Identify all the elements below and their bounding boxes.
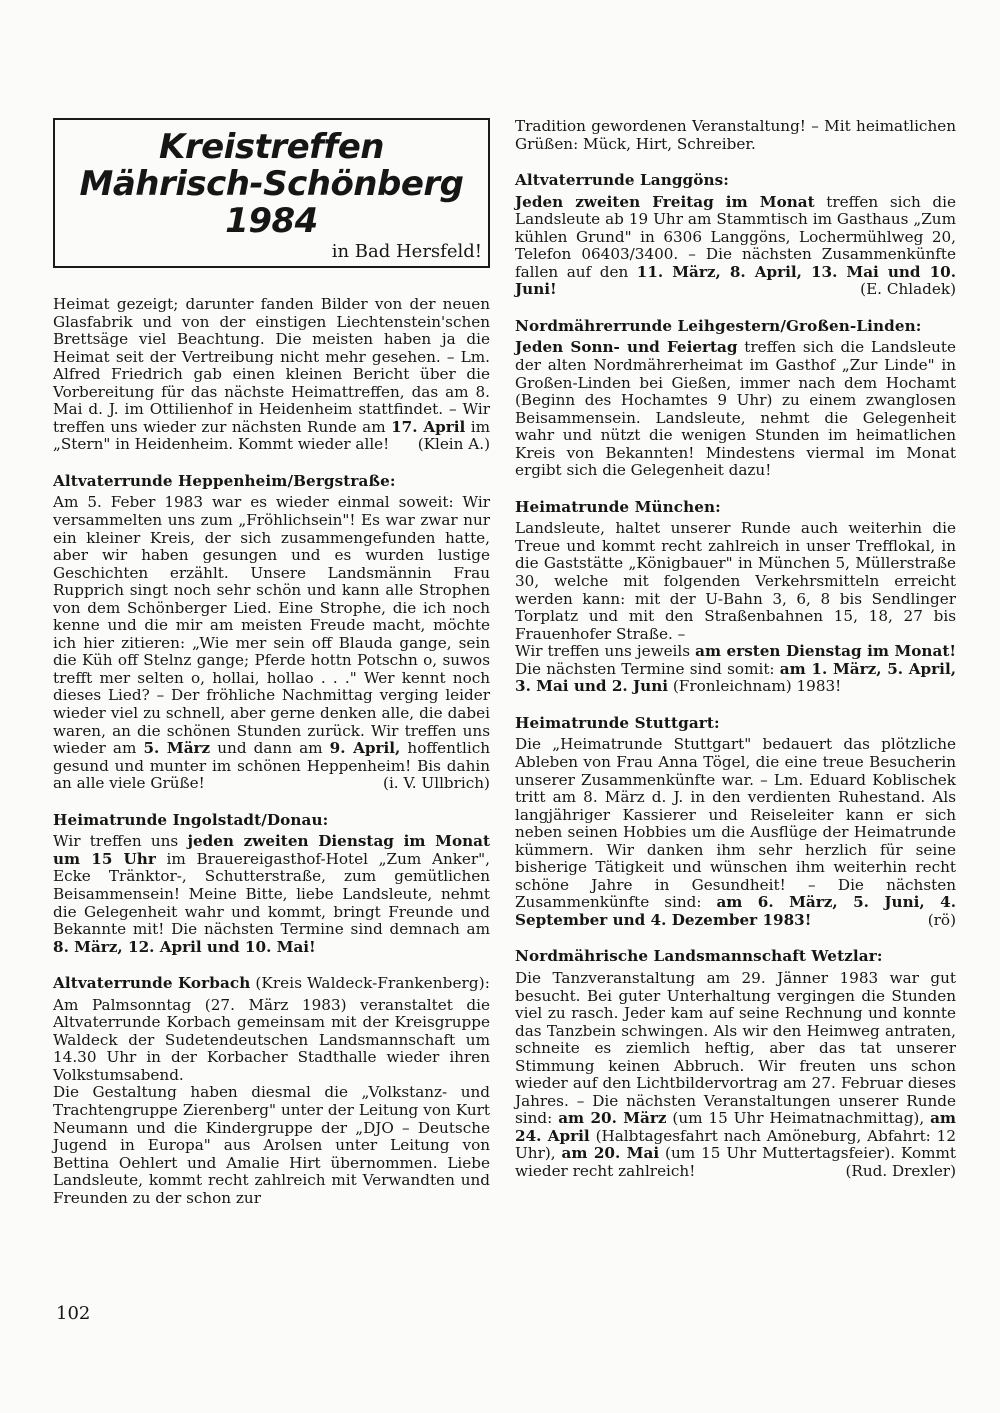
signature: (E. Chladek) [860, 280, 956, 299]
section-text: Am 5. Feber 1983 war es wieder einmal soweit: Wir versammelten uns zum „Fröhlichsein"! Es war zwar nur ein kleiner Kreis, der sich zusammengefunden hatte, aber wir haben gesungen und es wurden lustige Geschichten erzählt. Unsere Landsmännin Frau Rupprich singt noch sehr schön und kann alle Strophen von dem Schönberger Lied. Eine Strophe, die ich noch kenne und die mir am meisten Freude macht, möchte ich hier zitieren: „Wie mer sein off Blauda gange, sein die Küh off Stelnz gange; Pferde hottn Potschn o, suwos trefft mer selten o, hollai, hollao . . ." Wer kennt noch dieses Lied? – Der fröhliche Nachmittag verging leider wieder viel zu schnell, aber gerne denken alle, die dabei waren, an die schönen Stunden zurück. Wir treffen uns wieder am 5. März und dann am 9. April, hoffentlich gesund und munter im schönen Heppenheim! Bis dahin an alle viele Grüße! (i. V. Ullbrich) [53, 493, 491, 793]
section-heading: Altvaterrunde Langgöns: [515, 171, 729, 190]
title-line-1: Kreistreffen [159, 127, 384, 167]
left-column [53, 118, 490, 1207]
section-text: Wir treffen uns jeden zweiten Dienstag im Monat um 15 Uhr im Brauereigasthof-Hotel „Zum Anker", Ecke Tränktor-, Schutterstraße, zum gemütlichen Beisammensein! Meine Bitte, liebe Landsleute, nehmt die Gelegenheit wahr und kommt, bringt Freunde und Bekannte mit! Die nächsten Termine sind demnach am 8. März, 12. April und 10. Mai! [53, 832, 490, 956]
section-text: Jeden zweiten Freitag im Monat treffen sich die Landsleute ab 19 Uhr am Stammtisch im Gasthaus „Zum kühlen Grund" in 6306 Langgöns, Lochermühlweg 20, Telefon 06403/3400. – Die nächsten Zusammenkünfte fallen auf den 11. März, 8. April, 13. Mai und 10. Juni! (E. Chladek) [515, 192, 956, 299]
section-heppenheim [53, 473, 490, 793]
title-box [53, 118, 490, 268]
section-heading: Altvaterrunde Korbach (Kreis Waldeck-Frankenberg): [53, 974, 490, 993]
section-heading: Heimatrunde Ingolstadt/Donau: [53, 810, 329, 829]
section-text: Landsleute, haltet unserer Runde auch weiterhin die Treue und kommt recht zahlreich in unser Trefflokal, in die Gaststätte „Königbauer" in München 5, Müllerstraße 30, welche mit folgenden Verkehrsmitteln erreicht werden kann: mit der U-Bahn 3, 6, 8 bis Sendlinger Torplatz und mit den Straßenbahnen 15, 18, 27 bis Frauenhofer Straße. – [515, 519, 956, 643]
section-text: Die Gestaltung haben diesmal die „Volkstanz- und Trachtengruppe Zierenberg" unter der Leitung von Kurt Neumann und die Kindergruppe der „DJO – Deutsche Jugend in Europa" aus Arolsen unter Leitung von Bettina Oehlert und Amalie Hirt übernommen. Liebe Landsleute, kommt recht zahlreich mit Verwandten und Freunden zu der schon zur [53, 1083, 490, 1207]
title-subtitle: in Bad Hersfeld! [331, 241, 482, 262]
section-heading: Nordmährerrunde Leihgestern/Großen-Linden: [515, 316, 922, 335]
section-heading: Heimatrunde Stuttgart: [515, 713, 720, 732]
section-korbach [53, 975, 490, 1207]
section-text: Die Tanzveranstaltung am 29. Jänner 1983 war gut besucht. Bei guter Unterhaltung vergingen die Stunden viel zu rasch. Jeder kam auf seine Rechnung und konnte das Tanzbein schwingen. Als wir den Heimweg antraten, schneite es ziemlich heftig, aber das tat unserer Stimmung keinen Abbruch. Wir freuten uns schon wieder auf den Lichtbildervortrag am 27. Februar dieses Jahres. – Die nächsten Veranstaltungen unserer Runde sind: am 20. März (um 15 Uhr Heimatnachmittag), am 24. April (Halbtagesfahrt nach Amöneburg, Abfahrt: 12 Uhr), am 20. Mai (um 15 Uhr Muttertagsfeier). Kommt wieder recht zahlreich! (Rud. Drexler) [515, 968, 957, 1180]
section-wetzlar [515, 948, 956, 1180]
title-line-3: 1984 [225, 201, 318, 241]
right-column [515, 118, 956, 1181]
section-muenchen [515, 499, 956, 696]
signature: (Klein A.) [417, 435, 490, 454]
section-text: Jeden Sonn- und Feiertag treffen sich die Landsleute der alten Nordmährerheimat im Gasthof „Zur Linde" in Großen-Linden bei Gießen, immer nach dem Hochamt (Beginn des Hochamtes 9 Uhr) zu einem zwanglosen Beisammensein. Landsleute, nehmt die Gelegenheit wahr und nützt die wenigen Stunden im heimatlichen Kreis von Bekannten! Mindestens viermal im Monat ergibt sich die Gelegenheit dazu! [515, 338, 957, 480]
signature: (Rud. Drexler) [845, 1161, 956, 1180]
intro-paragraph: Heimat gezeigt; darunter fanden Bilder von der neuen Glasfabrik und von der einstigen Liechtenstein'schen Brettsäge viel Beachtung. Die meisten haben ja die Heimat seit der Vertreibung nicht mehr gesehen. – Lm. Alfred Friedrich gab einen kleinen Bericht über die Vorbereitung für das nächste Heimattreffen, das am 8. Mai d. J. im Ottilienhof in Heidenheim stattfindet. – Wir treffen uns wieder zur nächsten Runde am 17. April im „Stern" in Heidenheim. Kommt wieder alle! (Klein A.) [53, 295, 491, 454]
continued-text: Tradition gewordenen Veranstaltung! – Mit heimatlichen Grüßen: Mück, Hirt, Schreiber. [515, 117, 956, 153]
section-text: Die „Heimatrunde Stuttgart" bedauert das plötzliche Ableben von Frau Anna Tögel, die eine treue Besucherin unserer Zusammenkünfte war. – Lm. Eduard Koblischek tritt am 8. März d. J. in den verdienten Ruhestand. Als langjähriger Kassierer und Reiseleiter kann er sich neben seinen Hobbies um die Ausflüge der Heimatrunde kümmern. Wir danken ihm sehr herzlich für seine bisherige Tätigkeit und wünschen ihm weiterhin recht schöne Jahre in Gesundheit! – Die nächsten Zusammenkünfte sind: am 6. März, 5. Juni, 4. September und 4. Dezember 1983! (rö) [515, 735, 956, 929]
section-text: Wir treffen uns jeweils am ersten Dienstag im Monat! Die nächsten Termine sind somit: am 1. März, 5. April, 3. Mai und 2. Juni (Fronleichnam) 1983! [515, 642, 956, 696]
section-ingolstadt [53, 812, 490, 956]
section-text: Am Palmsonntag (27. März 1983) veranstaltet die Altvaterrunde Korbach gemeinsam mit der Kreisgruppe Waldeck der Sudetendeutschen Landsmannschaft um 14.30 Uhr in der Korbacher Stadthalle wieder ihren Volkstumsabend. [53, 995, 490, 1084]
section-heading: Heimatrunde München: [515, 497, 721, 516]
section-heading: Nordmährische Landsmannschaft Wetzlar: [515, 947, 883, 966]
signature: (i. V. Ullbrich) [383, 774, 490, 793]
section-langgoens [515, 172, 956, 299]
signature: (rö) [927, 910, 956, 929]
title-line-2: Mährisch-Schönberg [79, 164, 464, 204]
page-number: 102 [56, 1303, 91, 1324]
section-stuttgart [515, 715, 956, 930]
section-heading: Altvaterrunde Heppenheim/Bergstraße: [53, 471, 396, 490]
section-leihgestern [515, 318, 956, 480]
